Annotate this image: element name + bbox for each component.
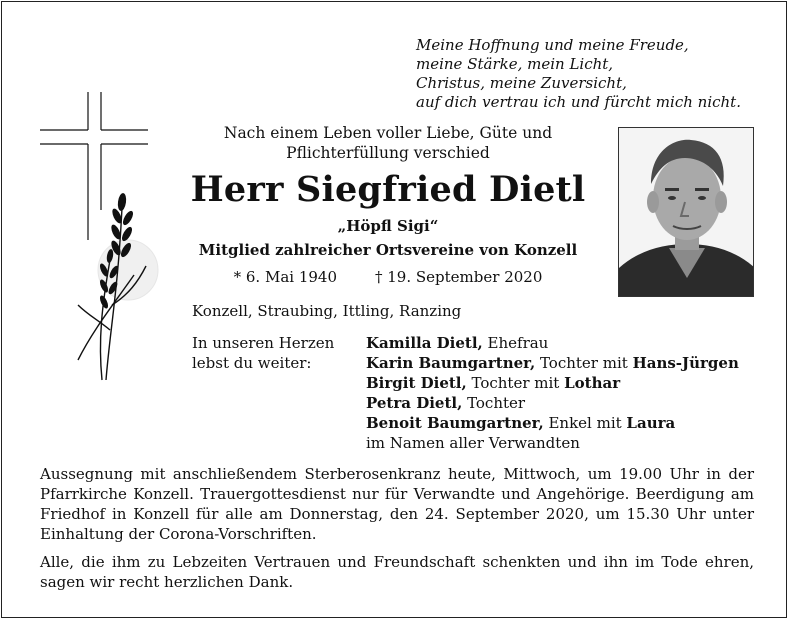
portrait-photo bbox=[618, 127, 754, 297]
thanks-paragraph: Alle, die ihm zu Lebzeiten Vertrauen und Freundschaft schenkten und ihn im Tode ehren, sagen wir recht herzlichen Dank. bbox=[40, 553, 754, 591]
hearts-line: In unseren Herzen bbox=[192, 334, 335, 352]
ceremony-paragraph: Aussegnung mit anschließendem Sterberosenkranz heute, Mittwoch, um 19.00 Uhr in der Pfarrkirche Konzell. Trauergottesdienst nur für Verwandte und Angehörige. Beerdigung am Friedhof in Konzell für alle am Donnerstag, den 24. September 2020, um 15.30 Uhr unter Einhaltung der Corona-Vorschriften. bbox=[40, 465, 754, 543]
mourner-name: Birgit Dietl, bbox=[366, 374, 467, 392]
mourner-line bbox=[366, 333, 739, 353]
in-our-hearts-label bbox=[192, 333, 334, 373]
quote-line: Meine Hoffnung und meine Freude, bbox=[416, 36, 689, 54]
mourner-name: Kamilla Dietl, bbox=[366, 334, 483, 352]
mourner-relation: im Namen aller Verwandten bbox=[366, 434, 580, 452]
places-list: Konzell, Straubing, Ittling, Ranzing bbox=[192, 302, 462, 320]
mourner-line bbox=[366, 433, 739, 453]
death-date: † 19. September 2020 bbox=[375, 268, 543, 286]
hearts-line: lebst du weiter: bbox=[192, 354, 312, 372]
mourner-name: Karin Baumgartner, bbox=[366, 354, 536, 372]
mourner-partner: Lothar bbox=[564, 374, 621, 392]
mourner-partner: Hans-Jürgen bbox=[632, 354, 739, 372]
quote-line: auf dich vertrau ich und fürcht mich nicht. bbox=[416, 93, 741, 111]
deceased-nickname: „Höpfl Sigi“ bbox=[337, 217, 439, 235]
obituary-notice bbox=[1, 1, 787, 618]
intro-line: Nach einem Leben voller Liebe, Güte und bbox=[223, 124, 553, 142]
quote-line: meine Stärke, mein Licht, bbox=[416, 55, 614, 73]
quote-line: Christus, meine Zuversicht, bbox=[416, 74, 627, 92]
mourner-relation: Tochter mit bbox=[466, 374, 565, 392]
intro-line: Pflichterfüllung verschied bbox=[286, 144, 490, 162]
cross-with-wheat-icon bbox=[38, 90, 160, 390]
mourner-partner: Laura bbox=[626, 414, 676, 432]
mourner-name: Petra Dietl, bbox=[366, 394, 463, 412]
mourner-line bbox=[366, 353, 739, 373]
mourner-relation: Ehefrau bbox=[482, 334, 549, 352]
mourner-relation: Tochter mit bbox=[535, 354, 633, 372]
membership-note: Mitglied zahlreicher Ortsvereine von Konzell bbox=[198, 241, 578, 259]
mourner-line bbox=[366, 373, 739, 393]
mourner-line bbox=[366, 393, 739, 413]
life-dates bbox=[190, 267, 586, 287]
deceased-name: Herr Siegfried Dietl bbox=[190, 169, 586, 210]
mourner-name: Benoit Baumgartner, bbox=[366, 414, 544, 432]
mourner-line bbox=[366, 413, 739, 433]
mourner-relation: Tochter bbox=[462, 394, 526, 412]
intro-text bbox=[190, 123, 586, 163]
bible-quote bbox=[416, 36, 741, 112]
mourners-list bbox=[366, 333, 739, 453]
birth-date: * 6. Mai 1940 bbox=[233, 268, 337, 286]
mourner-relation: Enkel mit bbox=[543, 414, 627, 432]
